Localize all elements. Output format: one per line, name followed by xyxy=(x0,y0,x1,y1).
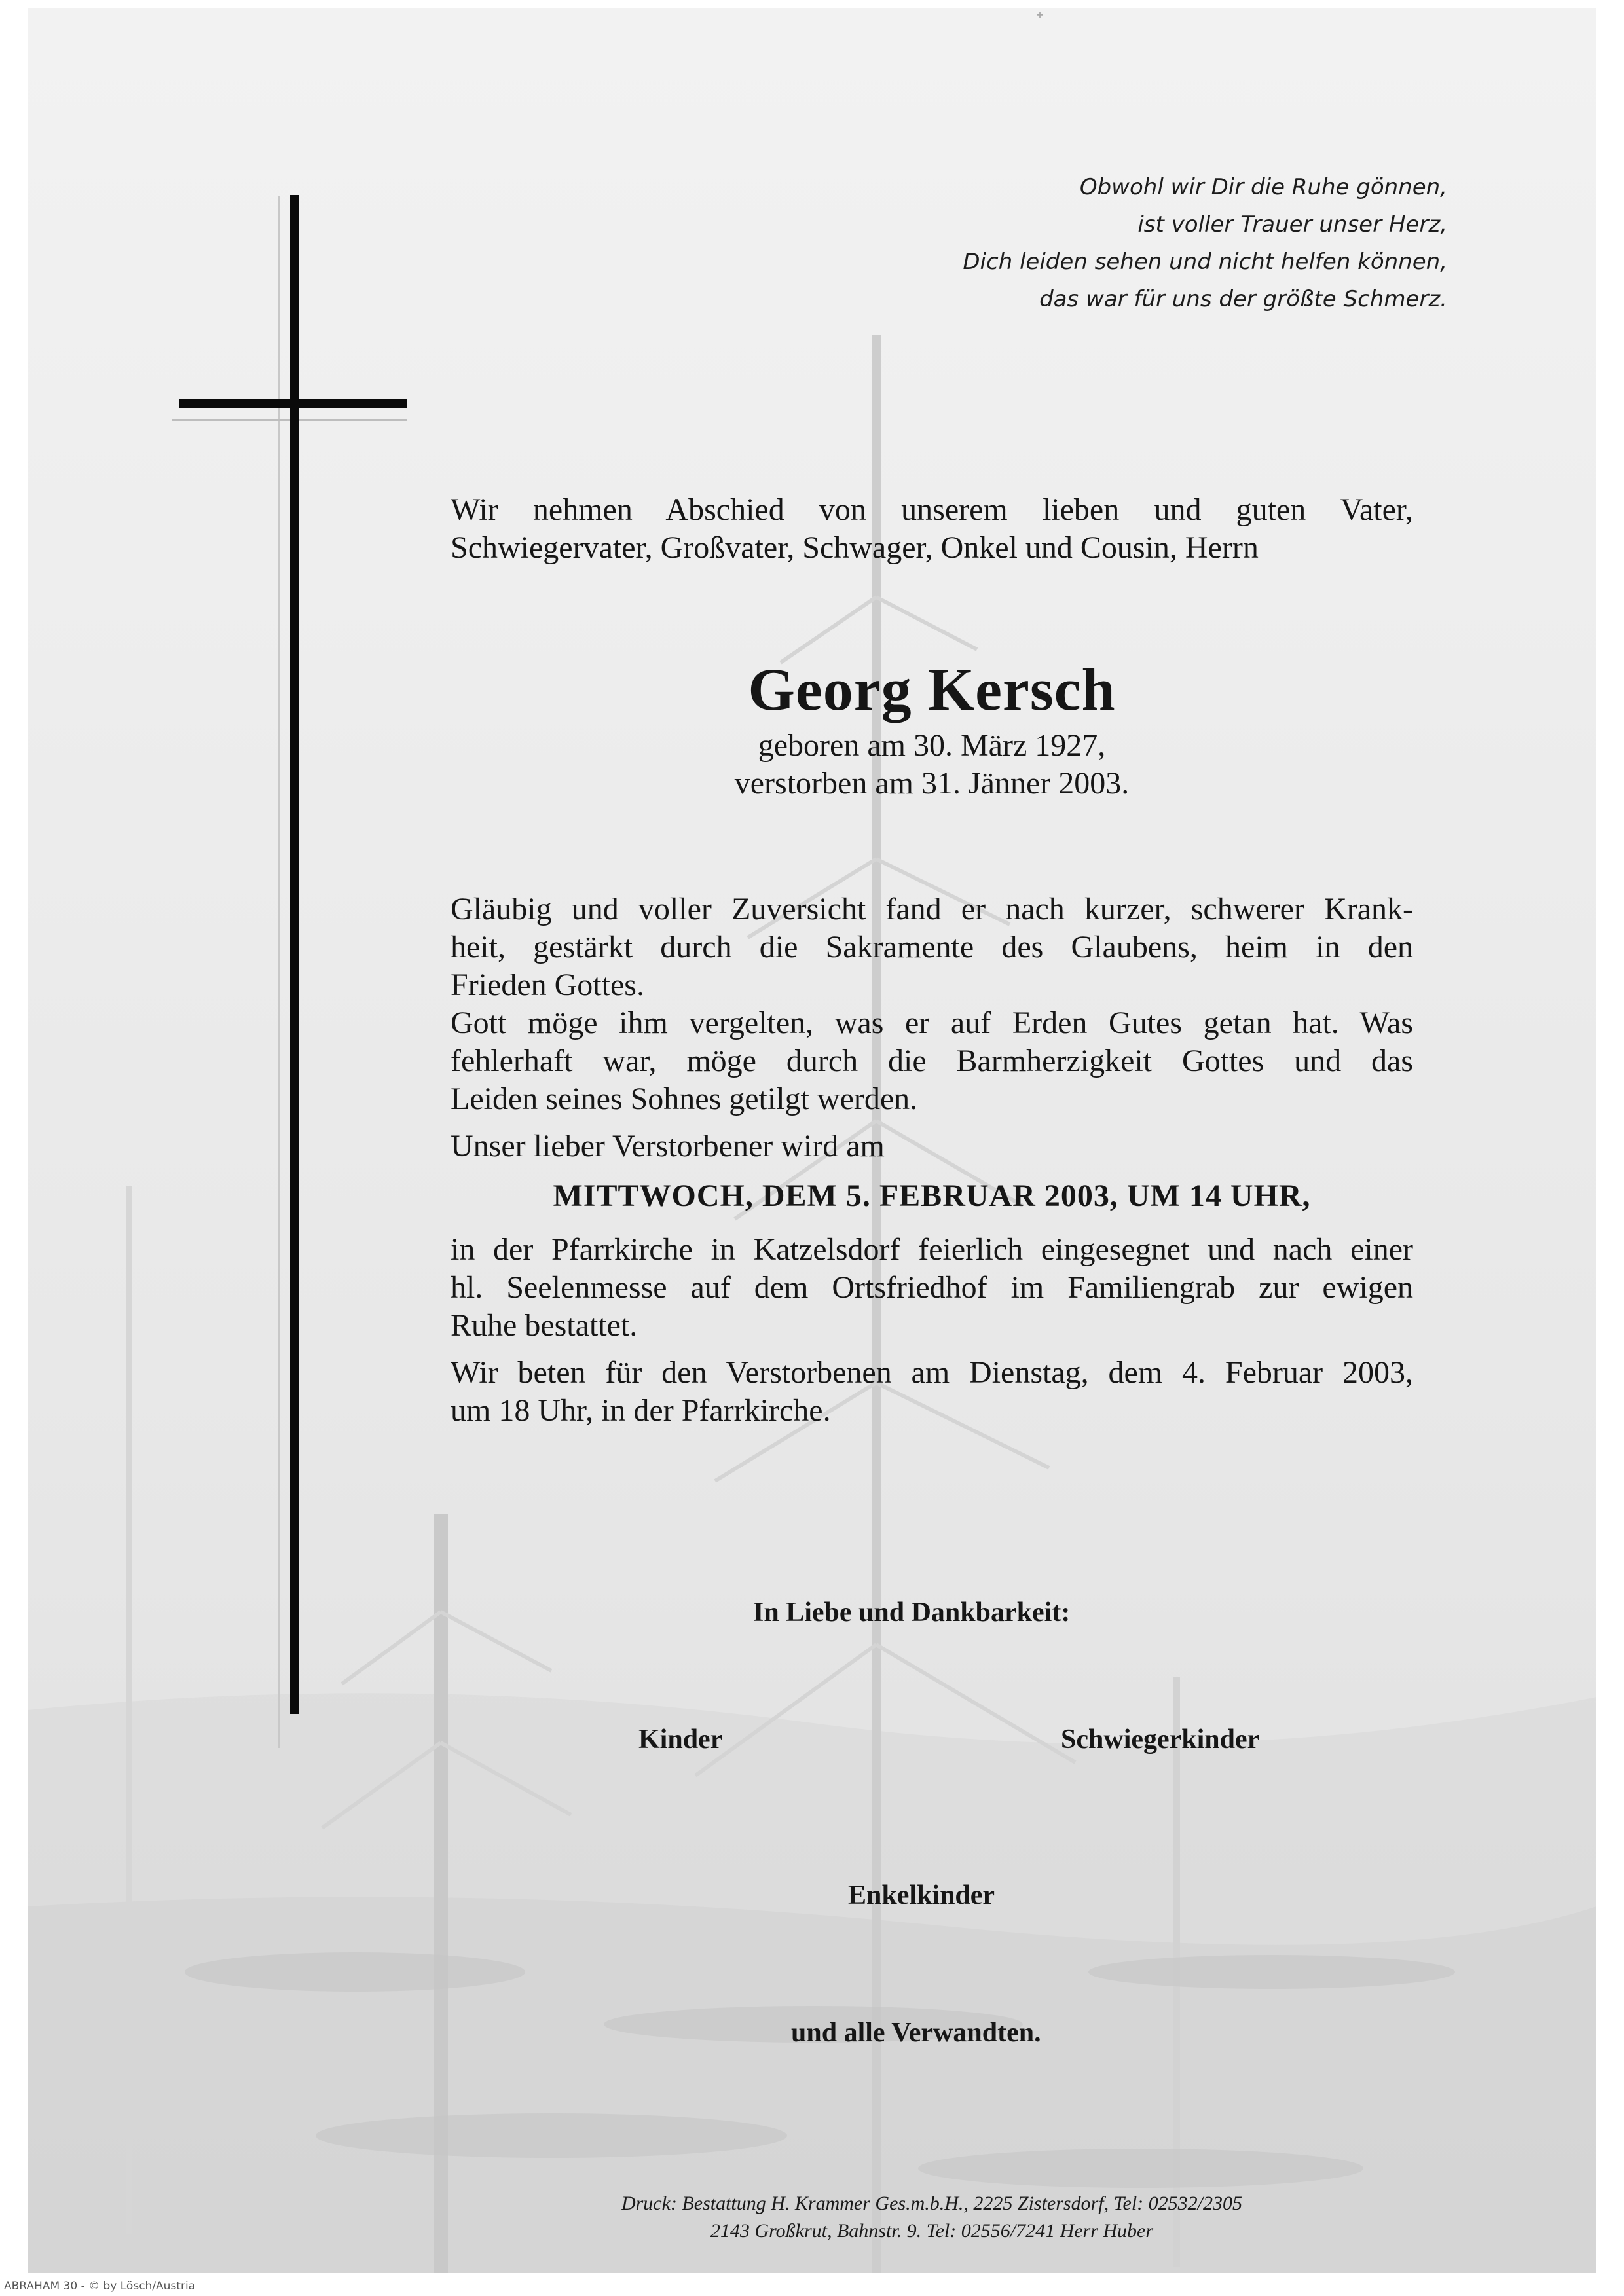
death-date: verstorben am 31. Jänner 2003. xyxy=(734,766,1130,801)
template-brand: ABRAHAM 30 - © by Lösch/Austria xyxy=(4,2280,196,2293)
body-line: Unser lieber Verstorbener wird am xyxy=(451,1129,885,1163)
printer-line: Druck: Bestattung H. Krammer Ges.m.b.H., 2225 Zistersdorf, Tel: 02532/2305 xyxy=(621,2193,1243,2214)
cross-vertical-beam xyxy=(290,195,299,1714)
cross-shadow-vertical xyxy=(278,196,280,1748)
poem-line: Obwohl wir Dir die Ruhe gönnen, xyxy=(1079,174,1447,200)
cross-shadow-horizontal xyxy=(172,419,407,421)
body-line: Ruhe bestattet. xyxy=(451,1308,638,1343)
body-line: Gläubig und voller Zuversicht fand er nach kurzer, schwerer Krank- xyxy=(451,892,1413,926)
printer-info xyxy=(451,2190,1413,2245)
deceased-name: Georg Kersch xyxy=(748,656,1116,723)
poem xyxy=(661,169,1447,318)
birth-date: geboren am 30. März 1927, xyxy=(758,728,1106,763)
intro-line: Wir nehmen Abschied von unserem lieben und guten Vater, xyxy=(451,492,1413,527)
intro-text xyxy=(451,491,1413,567)
body-line: Leiden seines Sohnes getilgt werden. xyxy=(451,1082,918,1116)
poem-line: das war für uns der größte Schmerz. xyxy=(1039,286,1447,312)
closing-heading: In Liebe und Dankbarkeit: xyxy=(753,1597,1071,1628)
signature-children: Kinder xyxy=(638,1724,723,1755)
signature-in-laws: Schwiegerkinder xyxy=(1061,1724,1260,1755)
funeral-date: MITTWOCH, DEM 5. FEBRUAR 2003, UM 14 UHR, xyxy=(553,1178,1311,1213)
body-line: heit, gestärkt durch die Sakramente des Glaubens, heim in den xyxy=(451,930,1413,964)
life-dates xyxy=(451,727,1413,803)
fold-mark: ᐩ xyxy=(1036,8,1044,31)
body-line: um 18 Uhr, in der Pfarrkirche. xyxy=(451,1393,831,1428)
intro-line: Schwiegervater, Großvater, Schwager, Onkel und Cousin, Herrn xyxy=(451,530,1259,565)
printer-line: 2143 Großkrut, Bahnstr. 9. Tel: 02556/7241 Herr Huber xyxy=(710,2220,1154,2242)
body-line: fehlerhaft war, möge durch die Barmherzigkeit Gottes und das xyxy=(451,1044,1413,1078)
body-line: Gott möge ihm vergelten, was er auf Erden Gutes getan hat. Was xyxy=(451,1006,1413,1040)
body-line: hl. Seelenmesse auf dem Ortsfriedhof im Familiengrab zur ewigen xyxy=(451,1270,1413,1305)
body-line: Wir beten für den Verstorbenen am Dienstag, dem 4. Februar 2003, xyxy=(451,1355,1413,1390)
body-line: Frieden Gottes. xyxy=(451,968,644,1002)
signature-relatives: und alle Verwandten. xyxy=(791,2018,1041,2048)
signature-grandchildren: Enkelkinder xyxy=(848,1880,995,1910)
cross-horizontal-beam xyxy=(179,399,407,408)
body-line: in der Pfarrkirche in Katzelsdorf feierlich eingesegnet und nach einer xyxy=(451,1232,1413,1267)
notice-body xyxy=(451,890,1413,1430)
poem-line: Dich leiden sehen und nicht helfen können, xyxy=(963,249,1447,275)
poem-line: ist voller Trauer unser Herz, xyxy=(1137,211,1447,238)
